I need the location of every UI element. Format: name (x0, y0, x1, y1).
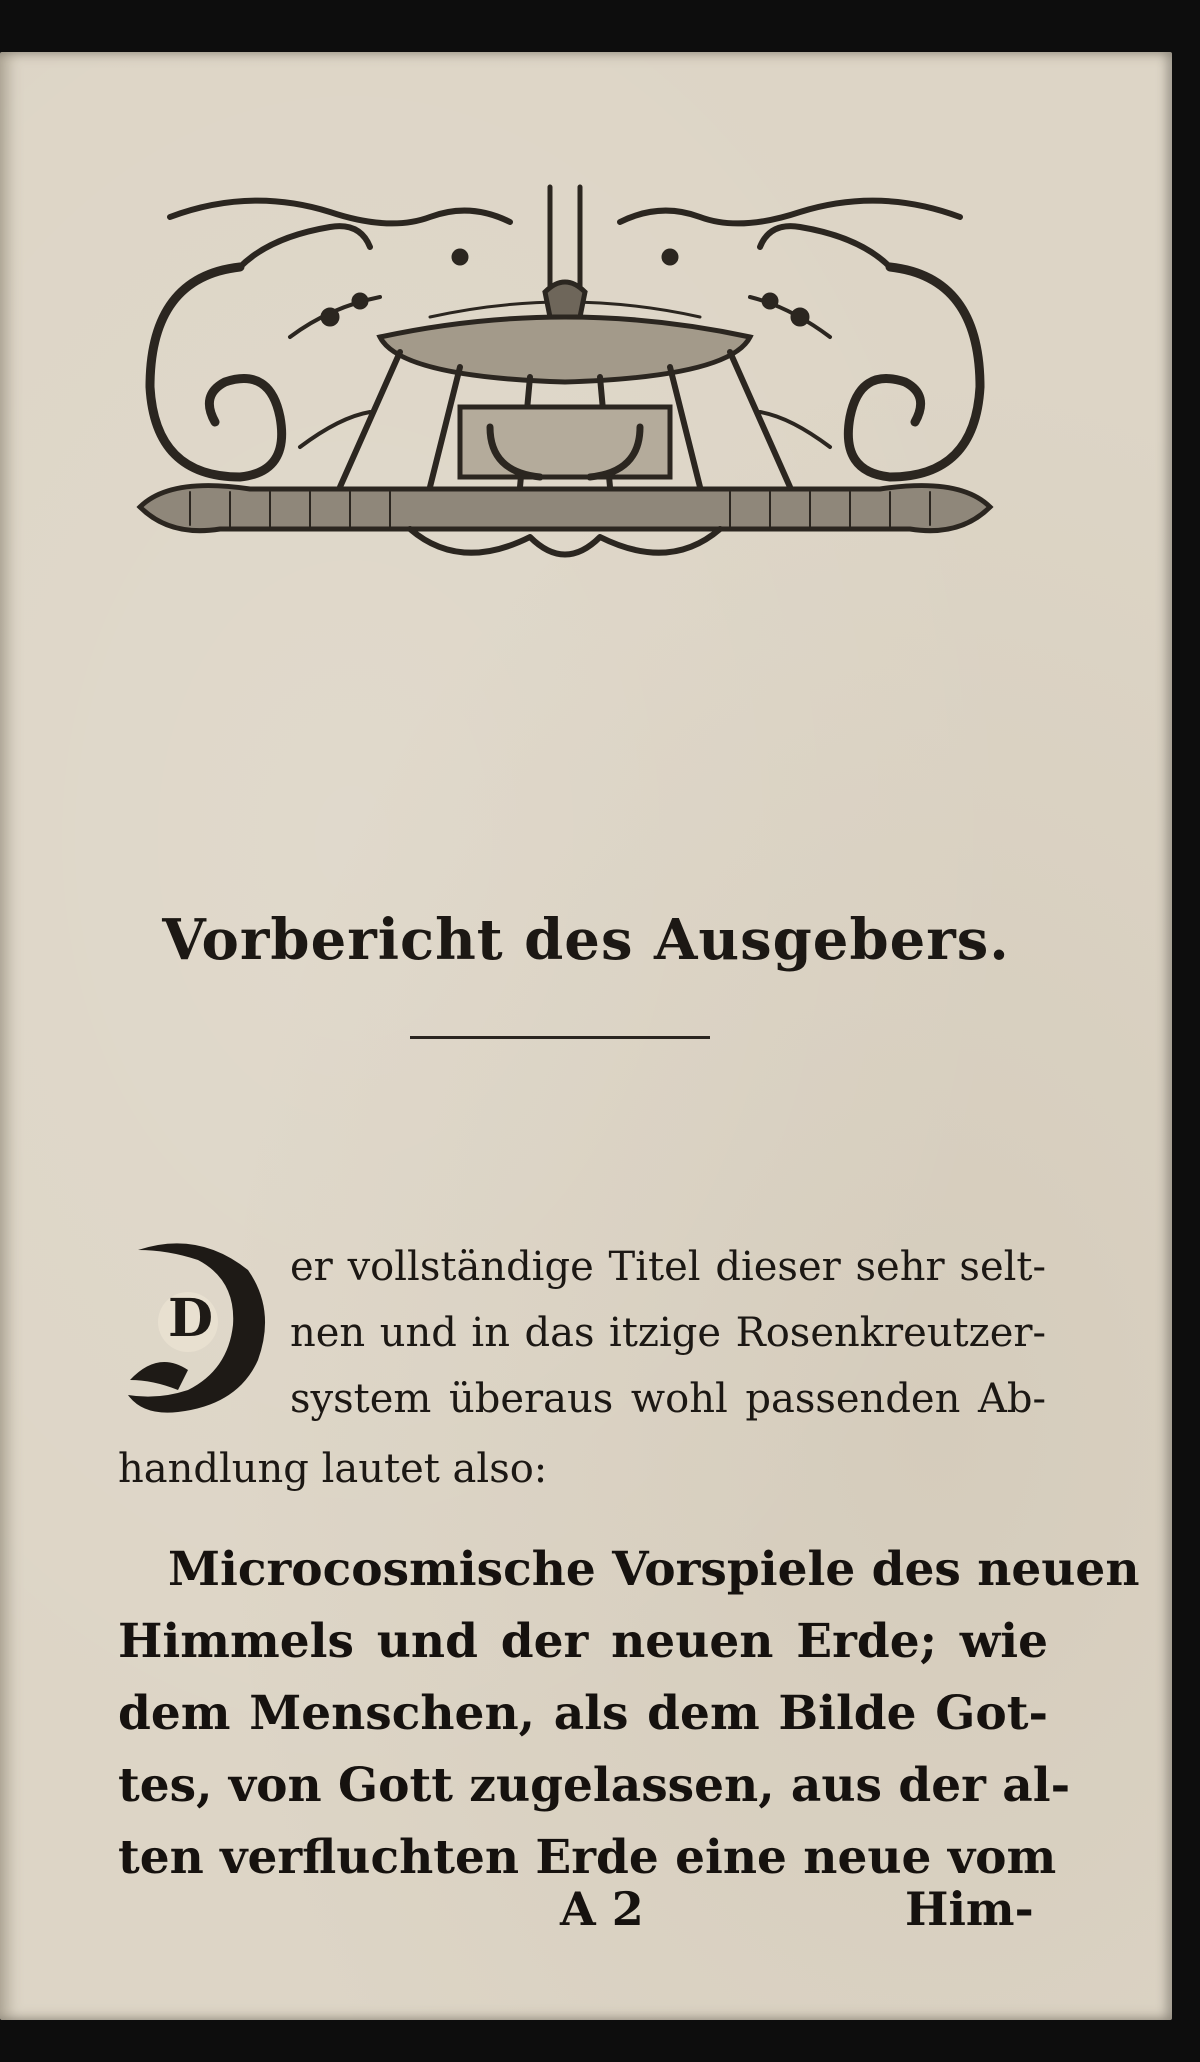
drop-cap-letter: D (168, 1288, 214, 1349)
title-line: tes, von Gott zugelassen, aus der al- (118, 1758, 1071, 1813)
title-line: Microcosmische Vorspiele des neuen (168, 1542, 1140, 1597)
catchword: Him- (905, 1882, 1034, 1936)
intro-line: handlung lautet also: (118, 1446, 548, 1492)
book-page (0, 52, 1172, 2020)
title-line: ten verfluchten Erde eine neue vom (118, 1830, 1057, 1885)
title-line: Himmels und der neuen Erde; wie (118, 1614, 1048, 1669)
signature-mark: A 2 (560, 1882, 644, 1936)
title-line: dem Menschen, als dem Bilde Got- (118, 1686, 1048, 1741)
heading-rule (410, 1036, 710, 1039)
drop-cap-initial (118, 1230, 276, 1418)
intro-line: nen und in das itzige Rosenkreutzer- (290, 1310, 1046, 1356)
fountain-ornament (130, 177, 1000, 577)
show-through-text (120, 512, 900, 1112)
section-heading: Vorbericht des Ausgebers. (162, 907, 1010, 973)
intro-line: er vollständige Titel dieser sehr selt- (290, 1244, 1046, 1290)
intro-line: system überaus wohl passenden Ab- (290, 1376, 1046, 1422)
